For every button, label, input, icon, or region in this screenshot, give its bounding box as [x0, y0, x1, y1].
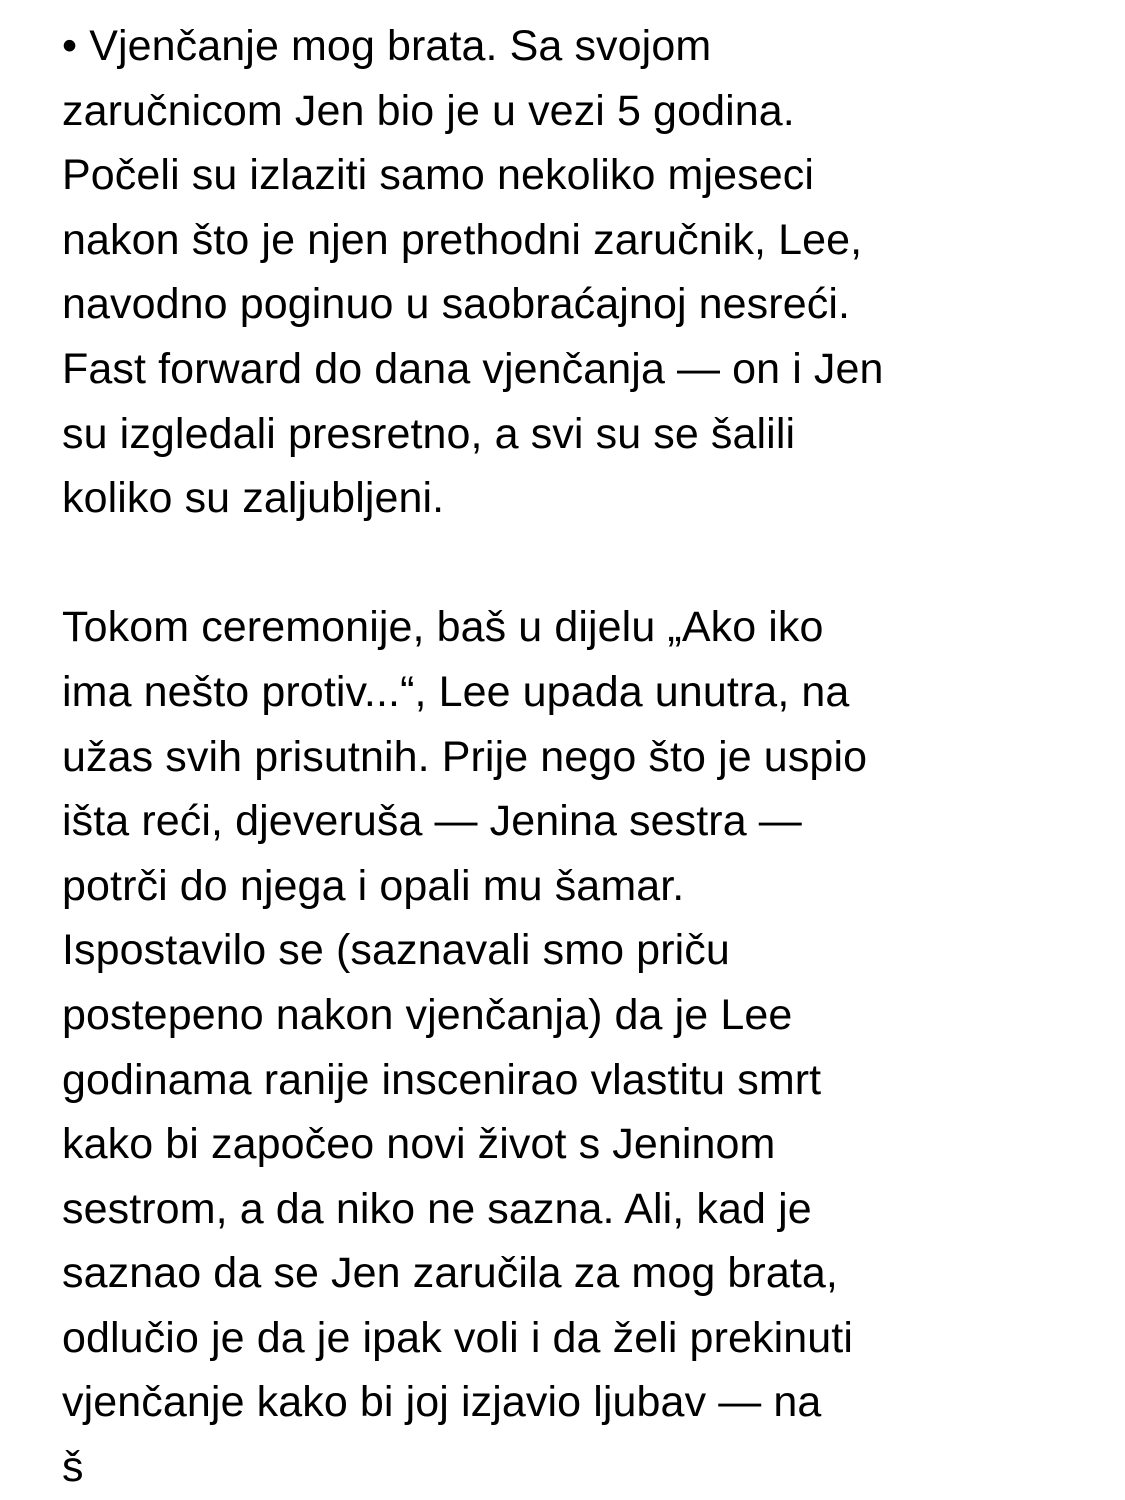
text-line: navodno poginuo u saobraćajnoj nesreći. [62, 280, 851, 329]
text-line: sestrom, a da niko ne sazna. Ali, kad je [62, 1184, 812, 1233]
text-line: godinama ranije inscenirao vlastitu smrt [62, 1055, 822, 1104]
text-line: • Vjenčanje mog brata. Sa svojom [62, 22, 712, 70]
text-line: postepeno nakon vjenčanja) da je Lee [62, 990, 793, 1039]
text-line: užas svih prisutnih. Prije nego što je uspio [62, 732, 868, 781]
text-line: Počeli su izlaziti samo nekoliko mjeseci [62, 151, 815, 200]
text-line: vjenčanje kako bi joj izjavio ljubav — na [62, 1378, 822, 1427]
text-line: koliko su zaljubljeni. [62, 474, 445, 523]
paragraph-1 [62, 14, 1112, 531]
text-line: išta reći, djeveruša — Jenina sestra — [62, 797, 802, 846]
document-body [62, 14, 1112, 1500]
text-line: nakon što je njen prethodni zaručnik, Lee, [62, 215, 863, 264]
text-line: Ispostavilo se (saznavali smo priču [62, 926, 730, 975]
text-line: odlučio je da je ipak voli i da želi prekinuti [62, 1313, 853, 1362]
text-line: ima nešto protiv...“, Lee upada unutra, na [62, 667, 850, 716]
paragraph-gap [62, 531, 1112, 596]
text-line: Fast forward do dana vjenčanja — on i Jen [62, 344, 884, 393]
text-line: saznao da se Jen zaručila za mog brata, [62, 1249, 838, 1298]
text-line: zaručnicom Jen bio je u vezi 5 godina. [62, 86, 795, 135]
paragraph-2 [62, 595, 1112, 1499]
text-line: su izgledali presretno, a svi su se šalili [62, 409, 796, 458]
text-line: Tokom ceremonije, baš u dijelu „Ako iko [62, 603, 824, 652]
cut-off-text-line: š [62, 1443, 96, 1492]
text-line: kako bi započeo novi život s Jeninom [62, 1120, 776, 1169]
text-line: potrči do njega i opali mu šamar. [62, 861, 685, 910]
